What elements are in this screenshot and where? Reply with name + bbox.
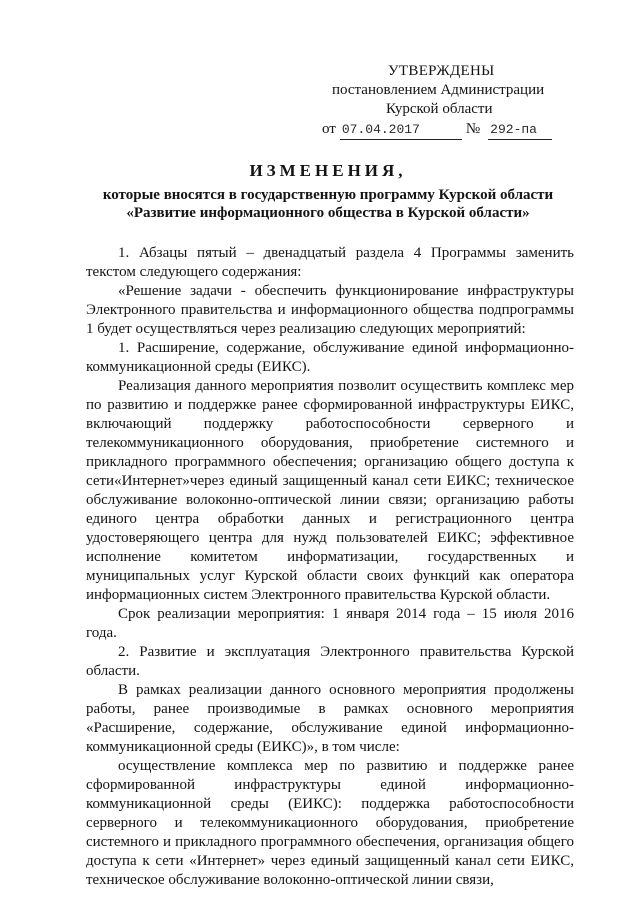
approval-line-1: постановлением Администрации — [332, 82, 545, 98]
paragraph: осуществление комплекса мер по развитию и поддержке ранее сформированной инфраструктуры единой информационно-коммуникационной среды (ЕИКС): поддержка работоспособности серверного и телекоммуникационного оборудования, приобретение системного и прикладного программного обеспечения, организация общего доступа к сети «Интернет» через единый защищенный канал сети ЕИКС, техническое обслуживание волоконно-оптической линии связи, — [86, 758, 574, 888]
approval-line-2: Курской области — [386, 101, 493, 117]
date-prefix: от — [322, 121, 336, 137]
approval-number: 292-па — [488, 120, 552, 140]
approval-title: УТВЕРЖДЕНЫ — [388, 63, 495, 79]
document-body — [86, 244, 574, 890]
approval-date: 07.04.2017 — [340, 120, 462, 140]
paragraph: Срок реализации мероприятия: 1 января 2014 года – 15 июля 2016 года. — [86, 606, 574, 641]
approval-date-number-line — [322, 120, 622, 140]
document-heading — [80, 160, 576, 222]
document-subtitle: которые вносятся в государственную программу Курской области «Развитие информационного общества в Курской области» — [102, 187, 554, 221]
paragraph: 2. Развитие и эксплуатация Электронного правительства Курской области. — [86, 644, 574, 679]
paragraph: «Решение задачи - обеспечить функционирование инфраструктуры Электронного правительства и информационного общества подпрограммы 1 будет осуществляться через реализацию следующих мероприятий: — [86, 283, 574, 337]
approval-stamp — [322, 62, 622, 140]
paragraph: В рамках реализации данного основного мероприятия продолжены работы, ранее производимые в рамках основного мероприятия «Расширение, содержание, обслуживание единой информационно-коммуникационной среды (ЕИКС)», в том числе: — [86, 682, 574, 755]
document-title: ИЗМЕНЕНИЯ, — [249, 161, 407, 180]
paragraph: 1. Расширение, содержание, обслуживание единой информационно-коммуникационной среды (ЕИКС). — [86, 340, 574, 375]
paragraph: 1. Абзацы пятый – двенадцатый раздела 4 Программы заменить текстом следующего содержания: — [86, 245, 574, 280]
paragraph: Реализация данного мероприятия позволит осуществить комплекс мер по развитию и поддержке ранее сформированной инфраструктуры ЕИКС, включающий поддержку работоспособности серверного и телекоммуникационного оборудования, приобретение системного и прикладного программного обеспечения; организацию общего доступа к сети«Интернет»через единый защищенный канал сети ЕИКС; техническое обслуживание волоконно-оптической линии связи; организацию работы единого центра обработки данных и регистрационного центра удостоверяющего центра для нужд пользователей ЕИКС; эффективное исполнение комитетом информатизации, государственных и муниципальных услуг Курской области своих функций как оператора информационных систем Электронного правительства Курской области. — [86, 378, 574, 603]
number-prefix: № — [465, 121, 481, 137]
